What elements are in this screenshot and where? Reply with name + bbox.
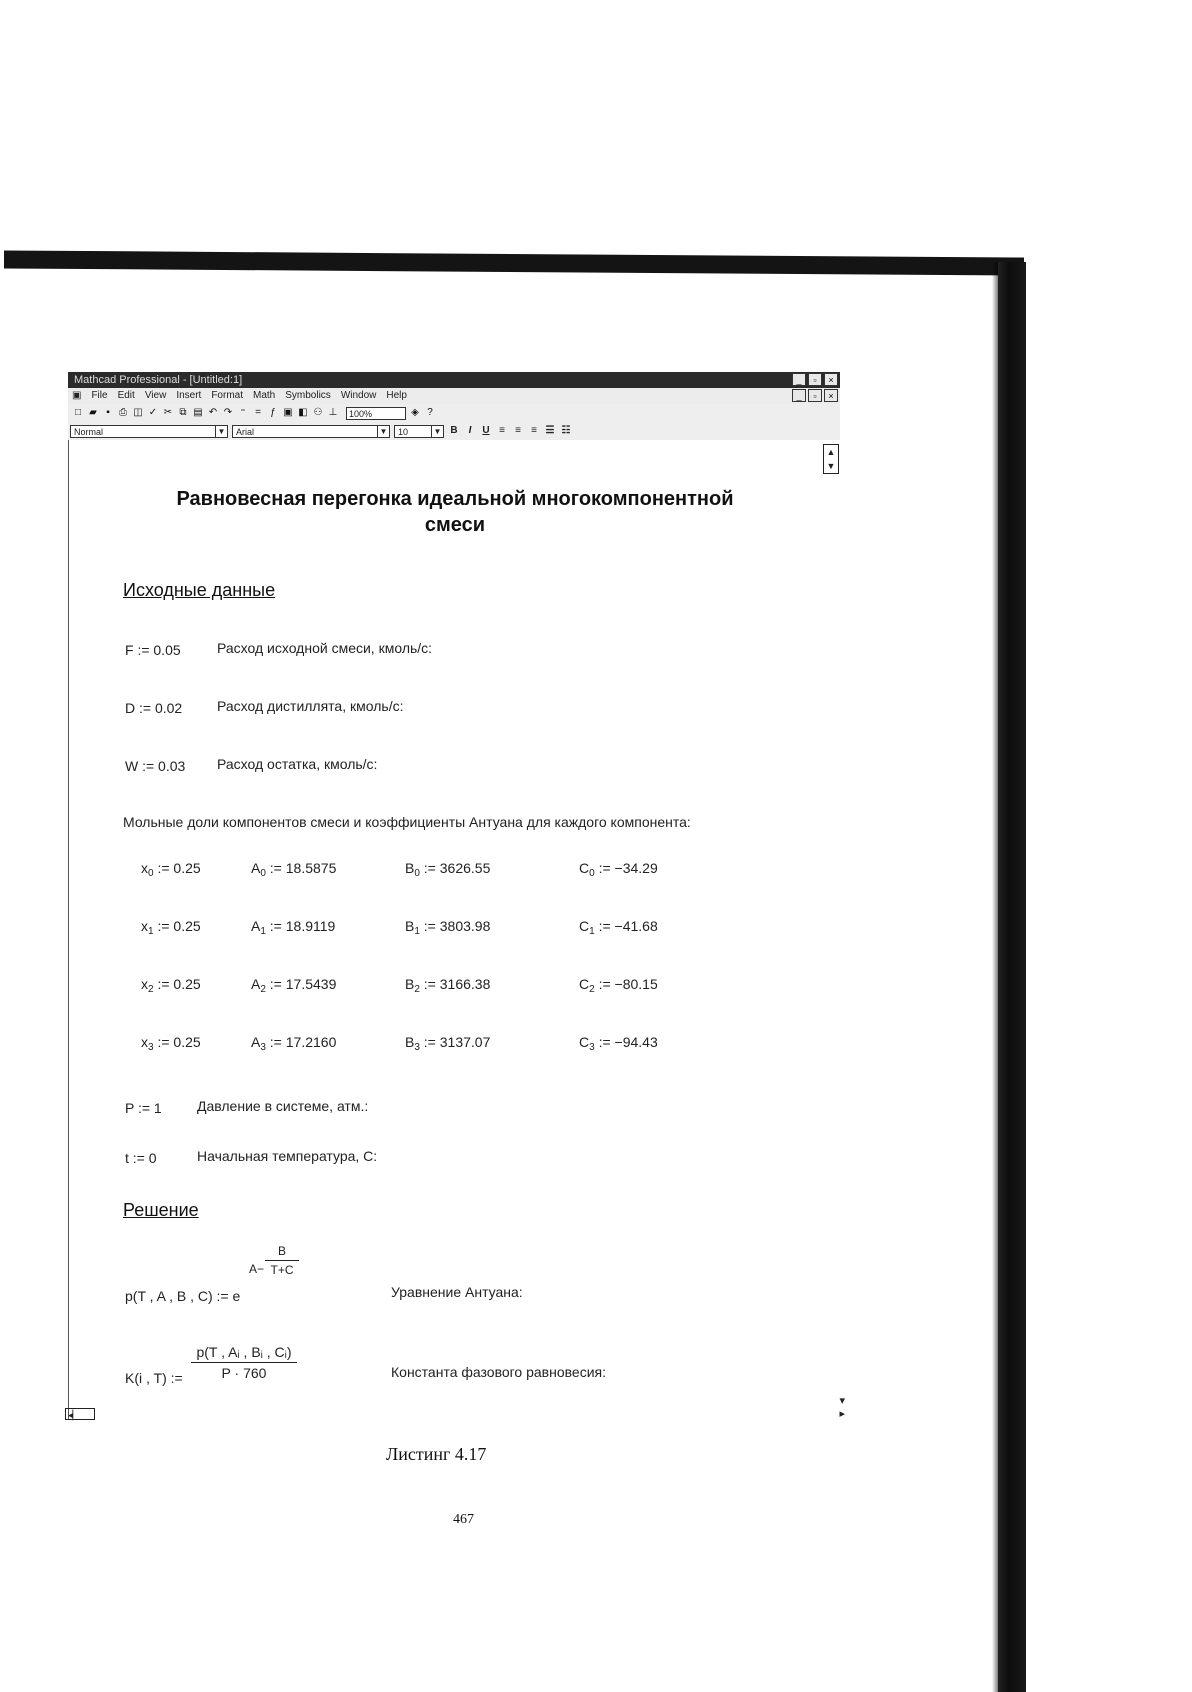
title-line-2: смеси <box>424 514 486 536</box>
function-icon[interactable]: ƒ <box>270 407 276 418</box>
spell-icon[interactable]: ✓ <box>148 407 158 418</box>
resources-icon[interactable]: ◈ <box>411 407 419 418</box>
P-definition[interactable]: P := 1 <box>125 1100 162 1116</box>
underline-icon[interactable]: U <box>482 425 490 436</box>
menu-insert[interactable]: Insert <box>176 390 202 401</box>
menu-edit[interactable]: Edit <box>117 390 135 401</box>
italic-icon[interactable]: I <box>468 425 472 436</box>
page-number: 467 <box>453 1512 474 1527</box>
coef-B-3[interactable] <box>405 1034 490 1053</box>
numbering-icon[interactable]: ☷ <box>561 425 571 436</box>
redo-icon[interactable]: ↷ <box>223 407 233 418</box>
coef-x-2[interactable] <box>141 976 201 995</box>
copy-icon[interactable]: ⧉ <box>179 407 187 418</box>
coef-index: 3 <box>260 1042 266 1053</box>
align-right-icon[interactable]: ≡ <box>531 425 537 436</box>
section-input-heading: Исходные данные <box>123 580 276 600</box>
coef-value: := 0.25 <box>153 918 201 934</box>
style-select[interactable] <box>70 425 228 438</box>
bold-icon[interactable]: B <box>450 425 458 436</box>
align-left-icon[interactable]: ≡ <box>499 425 505 436</box>
coef-x-1[interactable] <box>141 918 201 937</box>
K-denominator: P · 760 <box>221 1365 267 1381</box>
chevron-down-icon: ▼ <box>377 426 389 437</box>
coef-value: := 0.25 <box>153 1034 201 1050</box>
coef-value: := 0.25 <box>153 860 201 876</box>
coef-B-1[interactable] <box>405 918 490 937</box>
coef-index: 1 <box>589 926 595 937</box>
paste-icon[interactable]: ▤ <box>193 407 203 418</box>
F-description: Расход исходной смеси, кмоль/с: <box>217 640 433 656</box>
antoine-exponent-denominator: T+C <box>270 1263 294 1277</box>
print-icon[interactable]: ⎙ <box>119 407 127 418</box>
open-icon[interactable]: ▰ <box>89 407 97 418</box>
coef-name: A <box>251 918 261 934</box>
zoom-select[interactable]: 100% <box>346 407 406 420</box>
coef-name: A <box>251 860 261 876</box>
minimize-button[interactable]: _ <box>792 373 806 386</box>
section-solution-heading: Решение <box>123 1200 199 1220</box>
antoine-exponent-fraction <box>265 1244 299 1277</box>
coef-value: := 3626.55 <box>419 860 491 876</box>
style-value: Normal <box>74 426 104 437</box>
coef-value: := −34.29 <box>594 860 658 876</box>
bullets-icon[interactable]: ☰ <box>545 425 555 436</box>
K-description: Константа фазового равновесия: <box>391 1364 606 1380</box>
coef-value: := −94.43 <box>594 1034 658 1050</box>
K-numerator: p(T , Aᵢ , Bᵢ , Cᵢ) <box>191 1344 297 1363</box>
align-center-icon[interactable]: ≡ <box>515 425 521 436</box>
coef-value: := 3166.38 <box>419 976 491 992</box>
coef-index: 3 <box>414 1042 420 1053</box>
menu-format[interactable]: Format <box>211 390 243 401</box>
page-right-edge <box>998 262 1026 1692</box>
page-top-edge <box>4 250 1024 275</box>
chevron-down-icon: ▼ <box>431 426 443 437</box>
coef-C-2[interactable] <box>579 976 658 995</box>
coef-index: 2 <box>414 984 420 995</box>
antoine-exponent-a: A− <box>249 1262 265 1276</box>
coef-name: B <box>405 860 415 876</box>
unit-icon[interactable]: ▣ <box>283 407 293 418</box>
coef-name: x <box>141 860 148 876</box>
mathcad-window <box>68 372 845 1440</box>
chevron-down-icon: ▼ <box>215 426 227 437</box>
coef-index: 2 <box>148 984 154 995</box>
coef-index: 0 <box>589 868 595 879</box>
coef-A-1[interactable] <box>251 918 335 937</box>
coef-A-0[interactable] <box>251 860 336 879</box>
menu-file[interactable]: File <box>91 390 108 401</box>
coef-index: 0 <box>414 868 420 879</box>
F-definition[interactable]: F := 0.05 <box>125 642 181 658</box>
coef-index: 2 <box>589 984 595 995</box>
menu-bar <box>68 388 840 404</box>
resource-icon[interactable]: ◧ <box>298 407 308 418</box>
window-title: Mathcad Professional - [Untitled:1] <box>74 374 243 386</box>
coef-name: C <box>579 860 590 876</box>
coef-value: := 3137.07 <box>419 1034 491 1050</box>
coef-value: := 18.5875 <box>265 860 337 876</box>
t-description: Начальная температура, С: <box>197 1148 378 1164</box>
align-icon[interactable]: ⁼ <box>240 407 246 418</box>
worksheet[interactable] <box>68 440 845 1420</box>
coef-value: := 17.5439 <box>265 976 337 992</box>
scroll-corner-icon[interactable]: ▾ ▸ <box>839 1395 845 1420</box>
size-value: 10 <box>398 426 409 437</box>
close-button[interactable]: × <box>824 373 838 386</box>
coef-C-1[interactable] <box>579 918 658 937</box>
coef-value: := −80.15 <box>594 976 658 992</box>
doc-close-button[interactable]: × <box>824 389 838 402</box>
coef-B-2[interactable] <box>405 976 490 995</box>
mole-fractions-description: Мольные доли компонентов смеси и коэффициенты Антуана для каждого компонента: <box>123 814 691 830</box>
menu-view[interactable]: View <box>144 390 167 401</box>
coef-B-0[interactable] <box>405 860 490 879</box>
coef-index: 0 <box>148 868 154 879</box>
D-definition[interactable]: D := 0.02 <box>125 700 183 716</box>
coef-A-3[interactable] <box>251 1034 336 1053</box>
antoine-description: Уравнение Антуана: <box>391 1284 523 1300</box>
doc-restore-button[interactable]: ▫ <box>808 389 822 402</box>
vertical-scrollbar[interactable] <box>823 444 839 474</box>
font-value: Arial <box>236 426 255 437</box>
calc-icon[interactable]: = <box>255 407 261 418</box>
run-icon[interactable]: ⊥ <box>328 407 338 418</box>
new-icon[interactable]: □ <box>74 407 82 418</box>
coef-x-0[interactable] <box>141 860 201 879</box>
coef-index: 1 <box>414 926 420 937</box>
page-title <box>125 486 785 538</box>
listing-caption: Листинг 4.17 <box>386 1444 487 1464</box>
coef-value: := −41.68 <box>594 918 658 934</box>
antoine-exponent-numerator: B <box>265 1244 299 1261</box>
horizontal-scrollbar[interactable]: ◂▏ <box>65 1408 95 1420</box>
coef-name: B <box>405 976 415 992</box>
formatting-toolbar <box>68 422 840 440</box>
doc-minimize-button[interactable]: _ <box>792 389 806 402</box>
component-icon[interactable]: ⚇ <box>313 407 323 418</box>
save-icon[interactable]: ▪ <box>106 407 110 418</box>
coef-name: C <box>579 976 590 992</box>
W-description: Расход остатка, кмоль/с: <box>217 756 378 772</box>
coef-value: := 0.25 <box>153 976 201 992</box>
coef-name: A <box>251 976 261 992</box>
coef-value: := 3803.98 <box>419 918 491 934</box>
standard-toolbar <box>68 404 840 422</box>
coef-C-0[interactable] <box>579 860 658 879</box>
coef-index: 3 <box>148 1042 154 1053</box>
font-select[interactable] <box>232 425 390 438</box>
undo-icon[interactable]: ↶ <box>208 407 218 418</box>
scroll-down-icon[interactable]: ▼ <box>826 461 836 471</box>
D-description: Расход дистиллята, кмоль/с: <box>217 698 404 714</box>
P-description: Давление в системе, атм.: <box>197 1098 369 1114</box>
coef-name: C <box>579 1034 590 1050</box>
coef-name: C <box>579 918 590 934</box>
menu-help[interactable]: Help <box>386 390 407 401</box>
size-select[interactable] <box>394 425 444 438</box>
maximize-button[interactable]: ▫ <box>808 373 822 386</box>
cut-icon[interactable]: ✂ <box>163 407 173 418</box>
coef-name: A <box>251 1034 261 1050</box>
coef-index: 1 <box>148 926 154 937</box>
coef-index: 2 <box>260 984 266 995</box>
coef-value: := 17.2160 <box>265 1034 337 1050</box>
coef-index: 3 <box>589 1042 595 1053</box>
coef-x-3[interactable] <box>141 1034 201 1053</box>
menu-symbolics[interactable]: Symbolics <box>285 390 331 401</box>
coef-name: x <box>141 1034 148 1050</box>
menu-math[interactable]: Math <box>253 390 276 401</box>
coef-name: x <box>141 976 148 992</box>
coef-value: := 18.9119 <box>265 918 336 934</box>
menu-window[interactable]: Window <box>340 390 377 401</box>
t-definition[interactable]: t := 0 <box>125 1150 157 1166</box>
antoine-lhs[interactable]: p(T , A , B , C) := e <box>125 1288 241 1304</box>
coef-A-2[interactable] <box>251 976 336 995</box>
title-line-1: Равновесная перегонка идеальной многокомпонентной <box>176 488 734 510</box>
K-lhs[interactable]: K(i , T) := <box>125 1370 183 1386</box>
W-definition[interactable]: W := 0.03 <box>125 758 186 774</box>
coef-C-3[interactable] <box>579 1034 658 1053</box>
doc-icon[interactable]: ▣ <box>72 390 82 401</box>
help-icon[interactable]: ? <box>427 407 433 418</box>
K-fraction <box>191 1344 297 1381</box>
coef-name: B <box>405 918 415 934</box>
preview-icon[interactable]: ◫ <box>133 407 143 418</box>
coef-name: x <box>141 918 148 934</box>
title-bar <box>68 372 840 388</box>
coef-name: B <box>405 1034 415 1050</box>
scroll-up-icon[interactable]: ▲ <box>826 447 836 457</box>
coef-index: 0 <box>260 868 266 879</box>
coef-index: 1 <box>260 926 266 937</box>
